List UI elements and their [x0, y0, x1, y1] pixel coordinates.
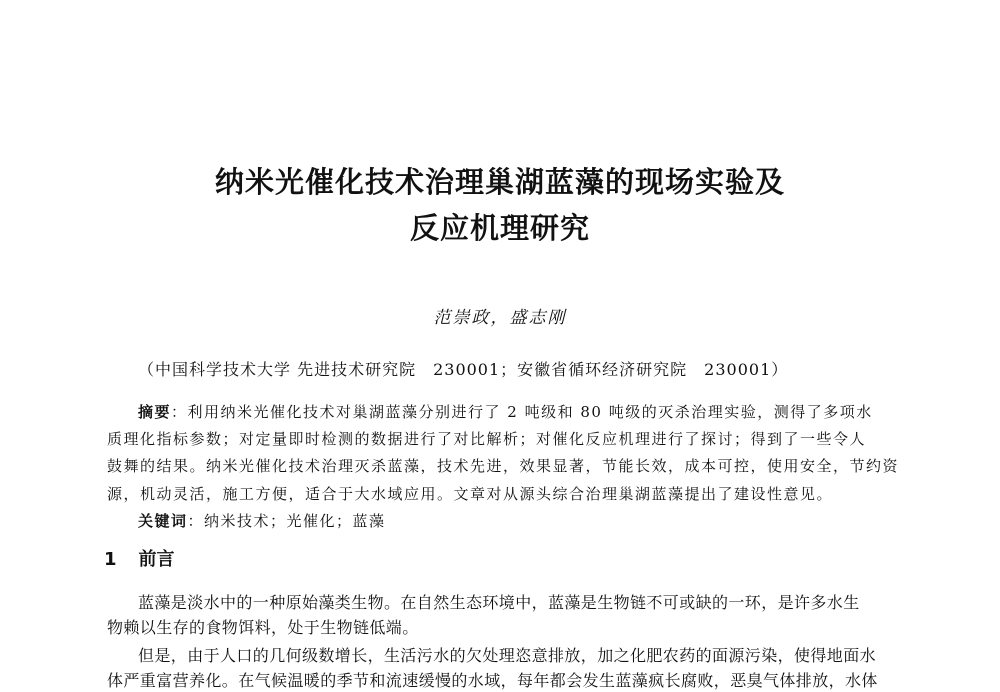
- section-title: 前言: [138, 549, 175, 570]
- abstract-label: 摘要: [138, 403, 172, 421]
- section-heading: [104, 545, 175, 571]
- title-line-2: 反应机理研究: [409, 211, 590, 245]
- abstract-line: 质理化指标参数；对定量即时检测的数据进行了对比解析；对催化反应机理进行了探讨；得到了一些令人: [107, 430, 867, 448]
- keywords-label: 关键词: [138, 512, 188, 530]
- abstract-line: [138, 401, 908, 422]
- body-line: 体严重富营养化。在气候温暖的季节和流速缓慢的水域，每年都会发生蓝藻疯长腐败，恶臭气体排放，水体: [107, 671, 878, 690]
- abstract-line: 源，机动灵活，施工方便，适合于大水域应用。文章对从源头综合治理巢湖蓝藻提出了建设性意见。: [107, 485, 834, 503]
- keywords-line: [138, 510, 908, 531]
- keywords-text: ：纳米技术；光催化；蓝藻: [187, 512, 386, 530]
- abstract-line: 鼓舞的结果。纳米光催化技术治理灭杀蓝藻，技术先进，效果显著，节能长效，成本可控，使用安全，节约资: [107, 457, 900, 475]
- title-line-1: 纳米光催化技术治理巢湖蓝藻的现场实验及: [214, 165, 785, 199]
- body-line: 蓝藻是淡水中的一种原始藻类生物。在自然生态环境中，蓝藻是生物链不可或缺的一环，是许多水生: [138, 593, 860, 612]
- section-number: 1: [104, 549, 117, 570]
- affiliation: （中国科学技术大学 先进技术研究院 230001；安徽省循环经济研究院 230001）: [138, 360, 789, 379]
- body-line: 物赖以生存的食物饵料，处于生物链低端。: [107, 618, 419, 637]
- abstract-text: ：利用纳米光催化技术对巢湖蓝藻分别进行了 2 吨级和 80 吨级的灭杀治理实验，测得了多项水: [171, 403, 873, 421]
- authors: 范崇政，盛志刚: [433, 308, 567, 328]
- body-line: 但是，由于人口的几何级数增长，生活污水的欠处理恣意排放，加之化肥农药的面源污染，使得地面水: [138, 646, 877, 665]
